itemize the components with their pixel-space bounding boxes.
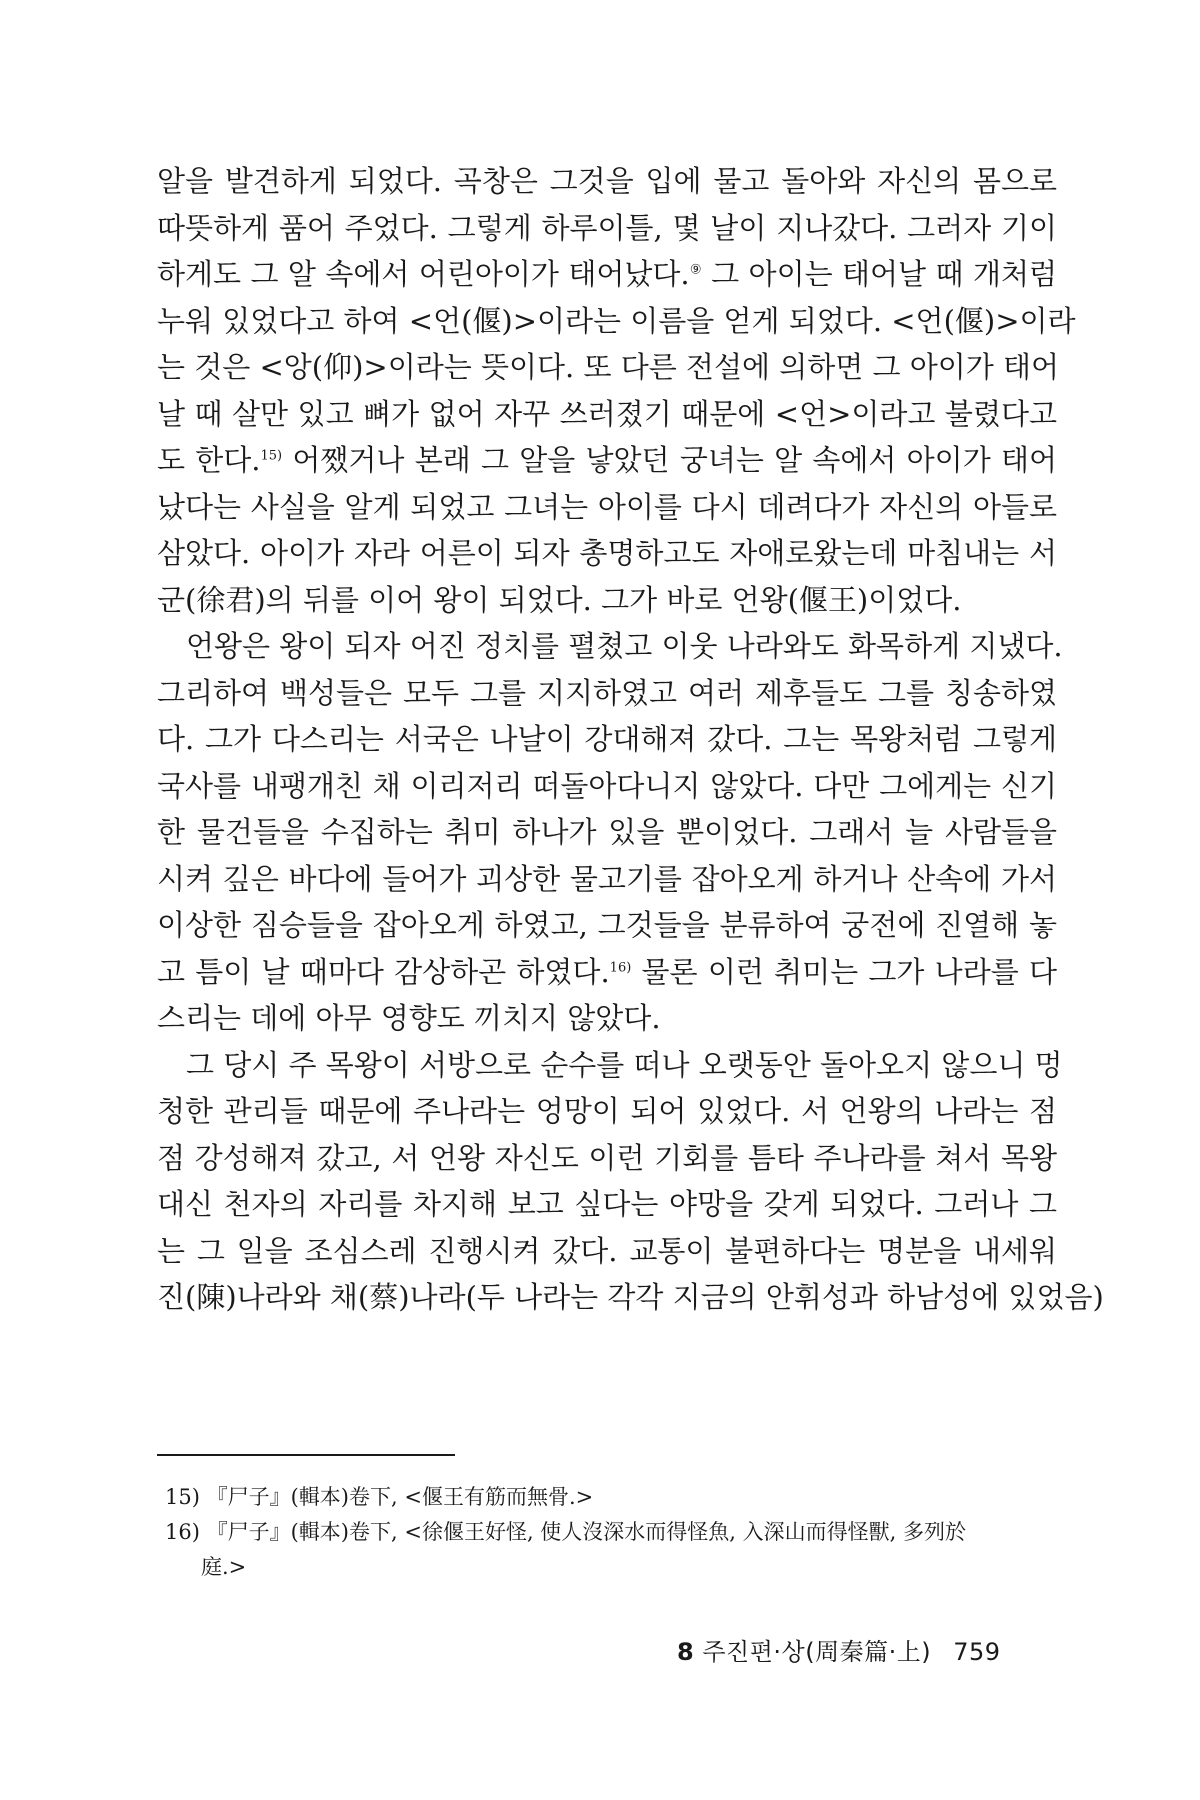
text-line: 고 틈이 날 때마다 감상하곤 하였다.$^{16)}$ 물론 이런 취미는 그가 나라를 다 — [157, 954, 1057, 989]
running-title: 주진편·상(周秦篇·上) — [702, 1638, 932, 1666]
text-line: 도 한다.$^{15)}$ 어쨌거나 본래 그 알을 낳았던 궁녀는 알 속에서 아이가 태어 — [157, 443, 1057, 477]
text-line: 시켜 깊은 바다에 들어가 괴상한 물고기를 잡아오게 하거나 산속에 가서 — [157, 861, 1057, 896]
footnote-number: 15) — [165, 1485, 200, 1509]
footnote-continuation: 庭.> — [201, 1555, 247, 1579]
text-line: 다. 그가 다스리는 서국은 나날이 강대해져 갔다. 그는 목왕처럼 그렇게 — [157, 722, 1057, 756]
text-line: 언왕은 왕이 되자 어진 정치를 펼쳤고 이웃 나라와도 화목하게 지냈다. — [186, 629, 1063, 663]
text-line: 군(徐君)의 뒤를 이어 왕이 되었다. 그가 바로 언왕(偃王)이었다. — [157, 582, 962, 617]
text-line: 대신 천자의 자리를 차지해 보고 싶다는 야망을 갖게 되었다. 그러나 그 — [157, 1187, 1057, 1221]
footnote-16 — [165, 1515, 1055, 1550]
text-line: 한 물건들을 수집하는 취미 하나가 있을 뿐이었다. 그래서 늘 사람들을 — [157, 815, 1057, 849]
footnotes — [165, 1480, 1055, 1585]
endnote-ref: ⑨ — [689, 262, 702, 278]
footnote-ref: 15) — [260, 448, 283, 464]
chapter-number: 8 — [677, 1638, 695, 1666]
text-line: 는 것은 <앙(仰)>이라는 뜻이다. 또 다른 전설에 의하면 그 아이가 태어 — [157, 350, 1059, 384]
text-line: 는 그 일을 조심스레 진행시켜 갔다. 교통이 불편하다는 명분을 내세워 — [157, 1233, 1057, 1268]
footnote-text: 『尸子』(輯本)卷下, <偃王有筋而無骨.> — [206, 1485, 594, 1509]
text-line: 이상한 짐승들을 잡아오게 하였고, 그것들을 분류하여 궁전에 진열해 놓 — [157, 908, 1057, 942]
text-line: 진(陳)나라와 채(蔡)나라(두 나라는 각각 지금의 안휘성과 하남성에 있었음) — [157, 1280, 1104, 1314]
text-line: 점 강성해져 갔고, 서 언왕 자신도 이런 기회를 틈타 주나라를 쳐서 목왕 — [157, 1140, 1057, 1175]
footnote-number: 16) — [165, 1520, 200, 1544]
page-number: 759 — [953, 1638, 1001, 1666]
text-line: 알을 발견하게 되었다. 곡창은 그것을 입에 물고 돌아와 자신의 몸으로 — [157, 164, 1057, 198]
footnote-15 — [165, 1480, 1055, 1515]
text-line: 스리는 데에 아무 영향도 끼치지 않았다. — [157, 1001, 661, 1035]
text-line: 났다는 사실을 알게 되었고 그녀는 아이를 다시 데려다가 자신의 아들로 — [157, 489, 1057, 524]
text-line: 국사를 내팽개친 채 이리저리 떠돌아다니지 않았다. 다만 그에게는 신기 — [157, 768, 1057, 803]
text-line: 누워 있었다고 하여 <언(偃)>이라는 이름을 얻게 되었다. <언(偃)>이라 — [157, 303, 1076, 338]
text-line: 날 때 살만 있고 뼈가 없어 자꾸 쓰러졌기 때문에 <언>이라고 불렸다고 — [157, 396, 1057, 431]
body-text — [157, 158, 1104, 1321]
text-line: 그리하여 백성들은 모두 그를 지지하였고 여러 제후들도 그를 칭송하였 — [157, 675, 1057, 710]
text-line: 따뜻하게 품어 주었다. 그렇게 하루이틀, 몇 날이 지나갔다. 그러자 기이 — [157, 210, 1057, 245]
footnote-divider — [157, 1454, 455, 1456]
text-line: 하게도 그 알 속에서 어린아이가 태어났다.⑨ 그 아이는 태어날 때 개처럼 — [157, 257, 1057, 291]
footnote-ref: 16) — [609, 959, 632, 975]
footnote-text: 『尸子』(輯本)卷下, <徐偃王好怪, 使人沒深水而得怪魚, 入深山而得怪獸, 多列於 — [206, 1520, 966, 1544]
page-footer — [677, 1632, 1001, 1667]
text-line: 청한 관리들 때문에 주나라는 엉망이 되어 있었다. 서 언왕의 나라는 점 — [157, 1094, 1057, 1128]
text-line: 삼았다. 아이가 자라 어른이 되자 총명하고도 자애로왔는데 마침내는 서 — [157, 536, 1057, 570]
text-line: 그 당시 주 목왕이 서방으로 순수를 떠나 오랫동안 돌아오지 않으니 멍 — [186, 1047, 1063, 1082]
